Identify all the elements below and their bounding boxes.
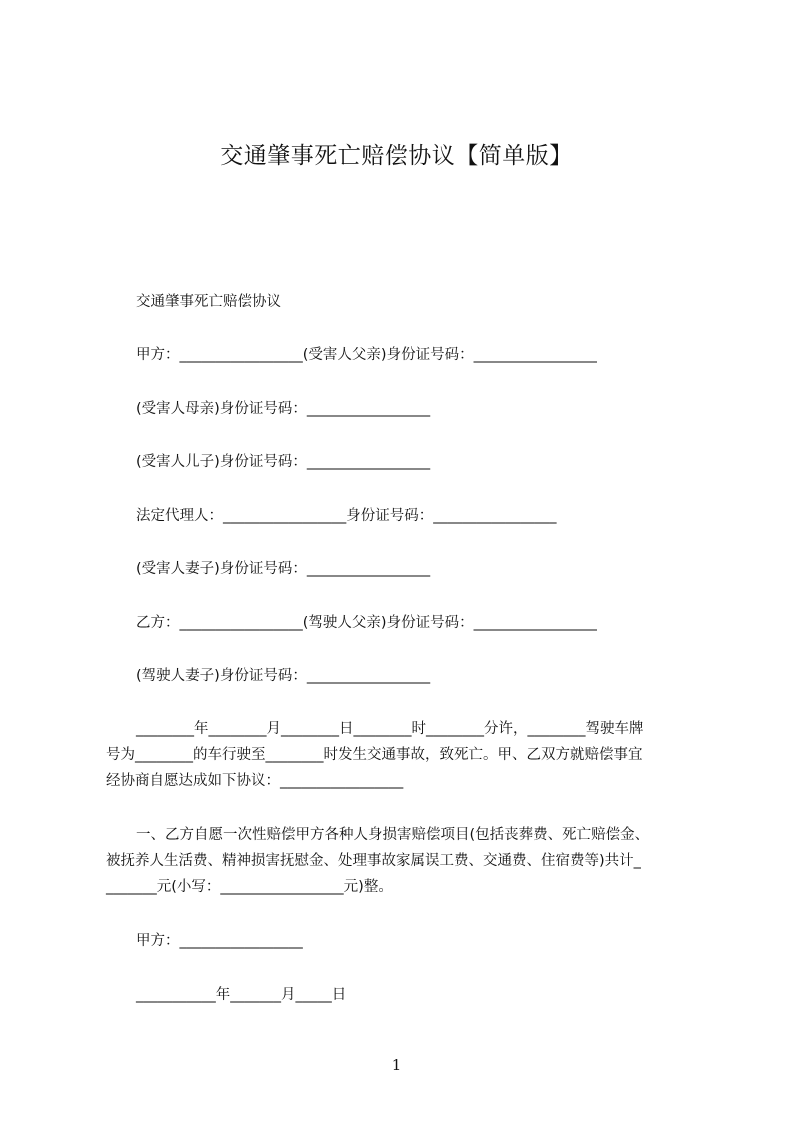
signature-party-a: 甲方：_________________ [136, 933, 303, 949]
page-number: 1 [391, 1056, 402, 1074]
accident-paragraph-line-1: ________年________月________日________时________分许，________驾驶车牌 [136, 721, 644, 737]
accident-paragraph [106, 716, 706, 794]
accident-paragraph-line-3: 经协商自愿达成如下协议：_________________ [106, 773, 404, 789]
party-a-line: 甲方：_________________(受害人父亲)身份证号码：_________________ [136, 347, 597, 363]
legal-agent-line: 法定代理人：_________________身份证号码：_________________ [136, 508, 557, 524]
party-b-line: 乙方：_________________(驾驶人父亲)身份证号码：_________________ [136, 615, 597, 631]
clause-one-line-2: 被抚养人生活费、精神损害抚慰金、处理事故家属误工费、交通费、住宿费等)共计_ [106, 853, 641, 869]
clause-one-line-1: 一、乙方自愿一次性赔偿甲方各种人身损害赔偿项目(包括丧葬费、死亡赔偿金、 [136, 827, 650, 843]
signature-date: ___________年_______月_____日 [136, 987, 347, 1003]
accident-paragraph-line-2: 号为________的车行驶至________时发生交通事故，致死亡。甲、乙双方就赔偿事宜 [106, 747, 643, 763]
document-title: 交通肇事死亡赔偿协议【简单版】 [220, 143, 573, 169]
victim-son-line: (受害人儿子)身份证号码：_________________ [136, 454, 431, 470]
victim-wife-line: (受害人妻子)身份证号码：_________________ [136, 561, 431, 577]
clause-one-line-3: _______元(小写：_________________元)整。 [106, 879, 393, 895]
clause-one-paragraph [106, 822, 706, 900]
document-subtitle: 交通肇事死亡赔偿协议 [136, 294, 281, 310]
victim-mother-line: (受害人母亲)身份证号码：_________________ [136, 401, 431, 417]
driver-wife-line: (驾驶人妻子)身份证号码：_________________ [136, 668, 431, 684]
